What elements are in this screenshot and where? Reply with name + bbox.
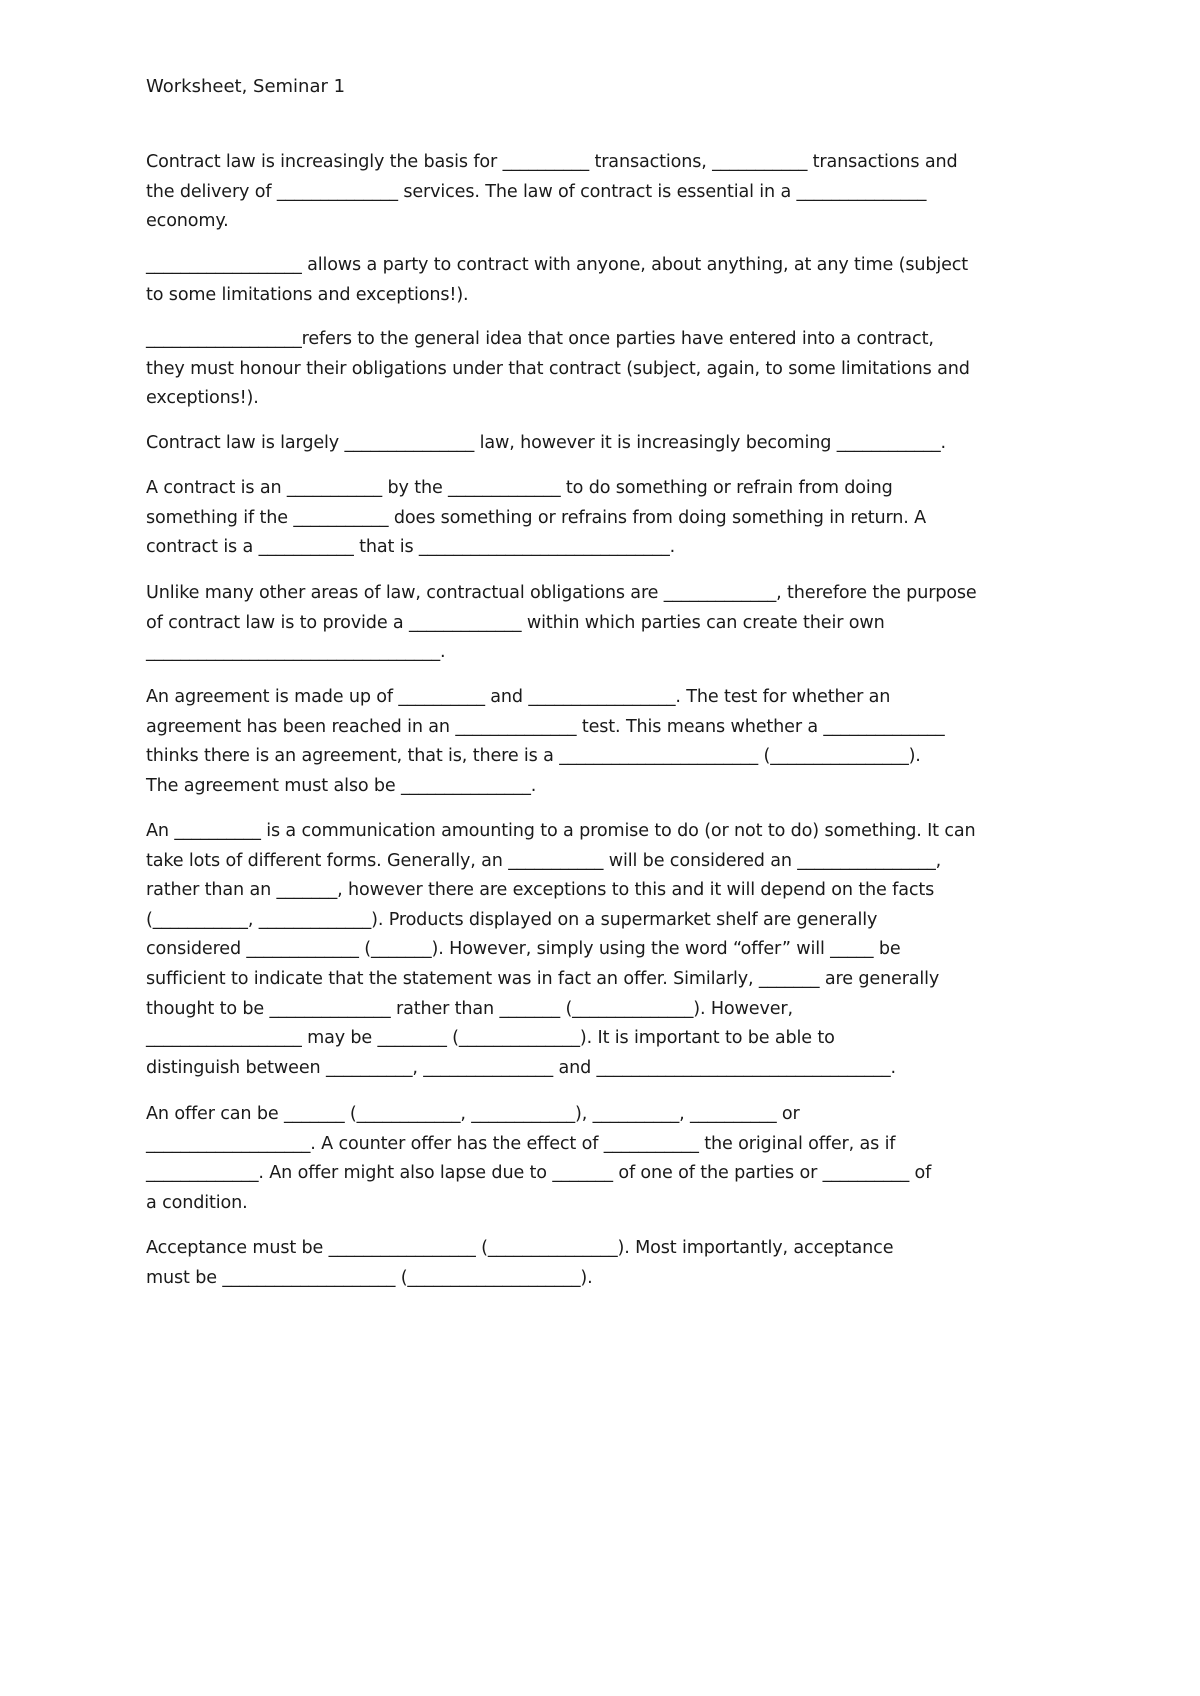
paragraph-contract-basis <box>146 148 958 237</box>
text-line: Acceptance must be _________________ (_______________). Most importantly, acceptance <box>146 1238 894 1258</box>
paragraph-freedom-of-contract <box>146 251 968 310</box>
text-line: agreement has been reached in an ______________ test. This means whether a ______________ <box>146 716 945 737</box>
text-line: economy. <box>146 211 229 232</box>
text-line: The agreement must also be _______________. <box>146 775 537 796</box>
text-line: of contract law is to provide a _____________ within which parties can create their own <box>146 612 885 633</box>
text-line: __________________ allows a party to contract with anyone, about anything, at any time (subject <box>146 255 969 275</box>
text-line: sufficient to indicate that the statement was in fact an offer. Similarly, _______ are generally <box>146 968 940 989</box>
paragraph-offer <box>146 817 976 1083</box>
page-title: Worksheet, Seminar 1 <box>146 76 346 97</box>
paragraph-agreement <box>146 683 944 801</box>
text-line: An offer can be _______ (____________, ____________), __________, __________ or <box>146 1104 800 1124</box>
text-line: distinguish between __________, _______________ and __________________________________. <box>146 1057 896 1078</box>
text-line: the delivery of ______________ services. The law of contract is essential in a _______________ <box>146 181 927 202</box>
paragraph-acceptance <box>146 1234 893 1293</box>
text-line: __________________________________. <box>146 642 446 663</box>
text-line: (___________, _____________). Products displayed on a supermarket shelf are generally <box>146 909 878 930</box>
text-line: Contract law is increasingly the basis for __________ transactions, ___________ transactions and <box>146 152 958 172</box>
text-line: An __________ is a communication amounting to a promise to do (or not to do) something. It can <box>146 821 976 841</box>
text-line: thinks there is an agreement, that is, there is a _______________________ (________________). <box>146 746 921 767</box>
text-line: a condition. <box>146 1192 248 1213</box>
text-line: thought to be ______________ rather than _______ (______________). However, <box>146 998 793 1019</box>
text-line: to some limitations and exceptions!). <box>146 284 469 305</box>
text-line: they must honour their obligations under that contract (subject, again, to some limitations and <box>146 358 970 379</box>
paragraph-contract-definition <box>146 474 926 563</box>
text-line: __________________ may be ________ (______________). It is important to be able to <box>146 1028 835 1049</box>
text-line: Contract law is largely _______________ law, however it is increasingly becoming ____________. <box>146 433 946 453</box>
text-line: A contract is an ___________ by the _____________ to do something or refrain from doing <box>146 478 893 498</box>
paragraph-offer-termination <box>146 1100 931 1218</box>
text-line: contract is a ___________ that is _____________________________. <box>146 537 676 558</box>
paragraph-contractual-obligations <box>146 579 977 668</box>
text-line: considered _____________ (_______). However, simply using the word “offer” will _____ be <box>146 939 901 960</box>
paragraph-contract-law-nature <box>146 429 946 459</box>
paragraph-sanctity-of-contract <box>146 325 970 414</box>
text-line: rather than an _______, however there are exceptions to this and it will depend on the facts <box>146 880 935 901</box>
text-line: Unlike many other areas of law, contractual obligations are _____________, therefore the purpose <box>146 583 977 603</box>
text-line: _____________. An offer might also lapse due to _______ of one of the parties or __________ of <box>146 1163 932 1184</box>
text-line: exceptions!). <box>146 388 259 409</box>
text-line: An agreement is made up of __________ and _________________. The test for whether an <box>146 687 891 707</box>
text-line: take lots of different forms. Generally, an ___________ will be considered an ________________, <box>146 850 942 871</box>
text-line: __________________refers to the general idea that once parties have entered into a contract, <box>146 329 934 349</box>
text-line: ___________________. A counter offer has the effect of ___________ the original offer, as if <box>146 1133 896 1154</box>
text-line: something if the ___________ does something or refrains from doing something in return. A <box>146 507 927 528</box>
text-line: must be ____________________ (____________________). <box>146 1267 593 1288</box>
